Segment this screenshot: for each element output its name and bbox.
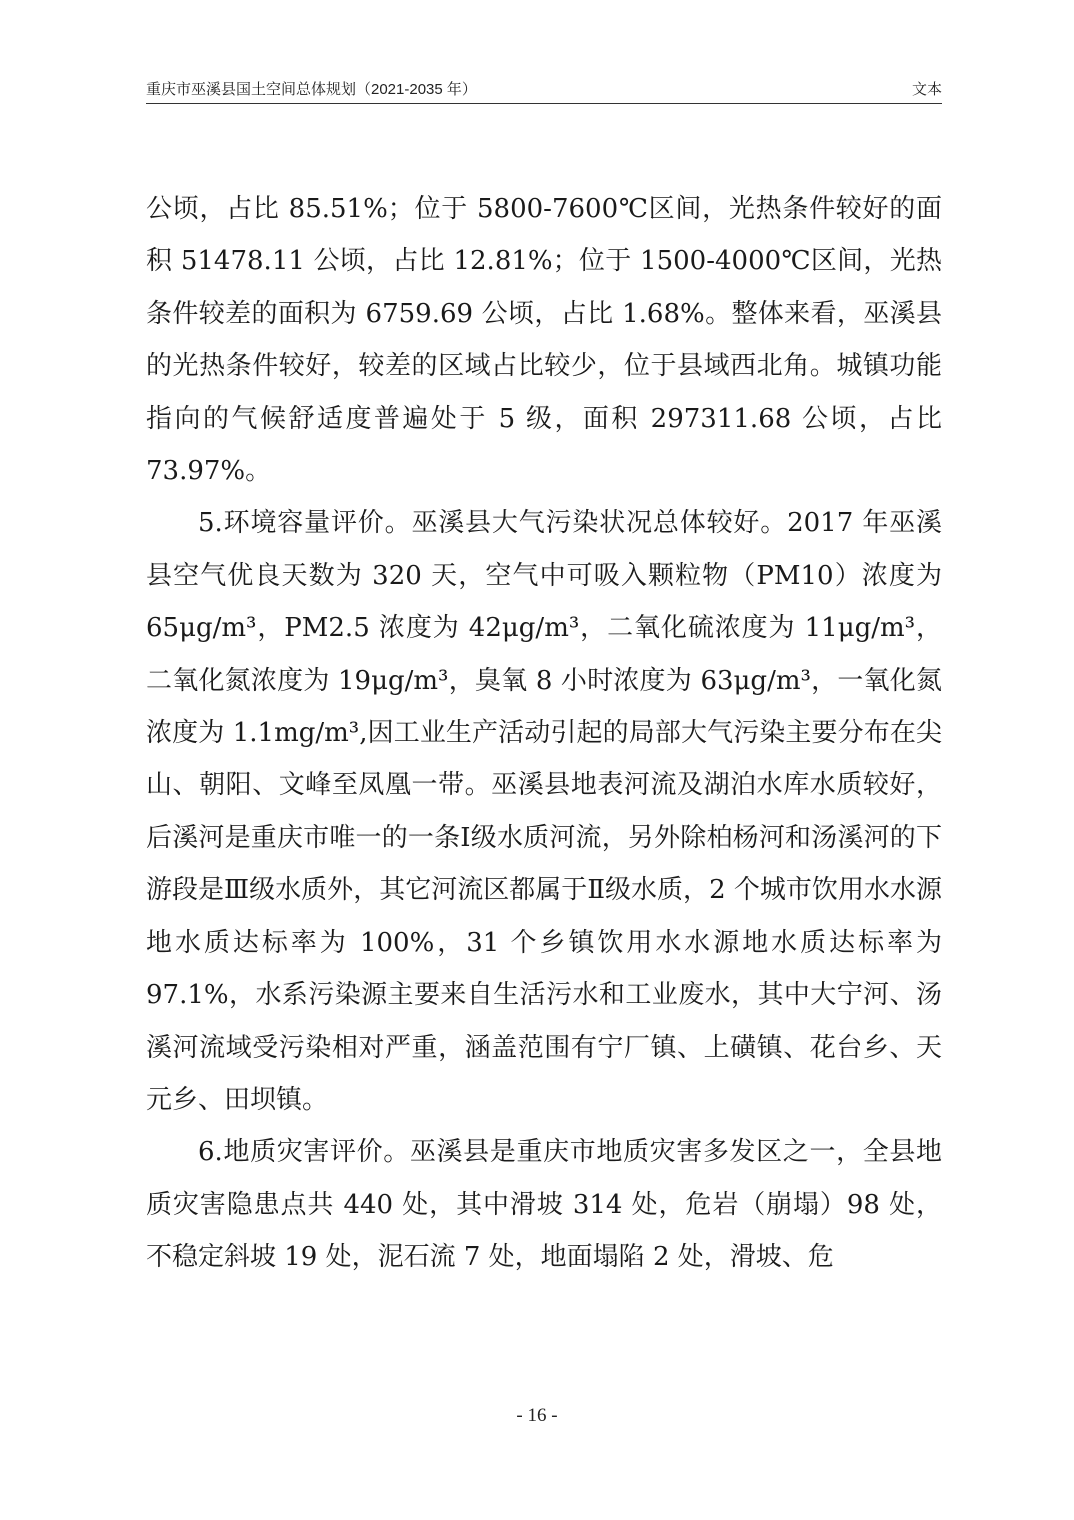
page-number: - 16 - [516, 1405, 558, 1426]
section-label: 文本 [911, 81, 942, 98]
header-divider [146, 103, 942, 104]
body-text [146, 183, 942, 1284]
paragraph-geological-hazard: 6.地质灾害评价。巫溪县是重庆市地质灾害多发区之一，全县地质灾害隐患点共 440 处，其中滑坡 314 处，危岩（崩塌）98 处，不稳定斜坡 19 处，泥石流 7 处，地面塌陷 2 处，滑坡、危 [146, 1137, 942, 1273]
paragraph-continued: 公顷，占比 85.51%；位于 5800-7600℃区间，光热条件较好的面积 51478.11 公顷，占比 12.81%；位于 1500-4000℃区间，光热条件较差的面积为 6759.69 公顷，占比 1.68%。整体来看，巫溪县的光热条件较好，较差的区域占比较少，位于县域西北角。城镇功能指向的气候舒适度普遍处于 5 级，面积 297311.68 公顷，占比 73.97%。 [146, 194, 942, 487]
document-title: 重庆市巫溪县国土空间总体规划（2021-2035 年） [146, 81, 477, 98]
page-header [146, 76, 942, 100]
paragraph-environmental-capacity: 5.环境容量评价。巫溪县大气污染状况总体较好。2017 年巫溪县空气优良天数为 320 天，空气中可吸入颗粒物（PM10）浓度为 65μg/m³，PM2.5 浓度为 42μg/m³，二氧化硫浓度为 11μg/m³，二氧化氮浓度为 19μg/m³，臭氧 8 小时浓度为 63μg/m³，一氧化氮浓度为 1.1mg/m³,因工业生产活动引起的局部大气污染主要分布在尖山、朝阳、文峰至凤凰一带。巫溪县地表河流及湖泊水库水质较好，后溪河是重庆市唯一的一条Ⅰ级水质河流，另外除柏杨河和汤溪河的下游段是Ⅲ级水质外，其它河流区都属于Ⅱ级水质，2 个城市饮用水水源地水质达标率为 100%，31 个乡镇饮用水水源地水质达标率为 97.1%，水系污染源主要来自生活污水和工业废水，其中大宁河、汤溪河流域受污染相对严重，涵盖范围有宁厂镇、上磺镇、花台乡、天元乡、田坝镇。 [146, 508, 942, 1115]
